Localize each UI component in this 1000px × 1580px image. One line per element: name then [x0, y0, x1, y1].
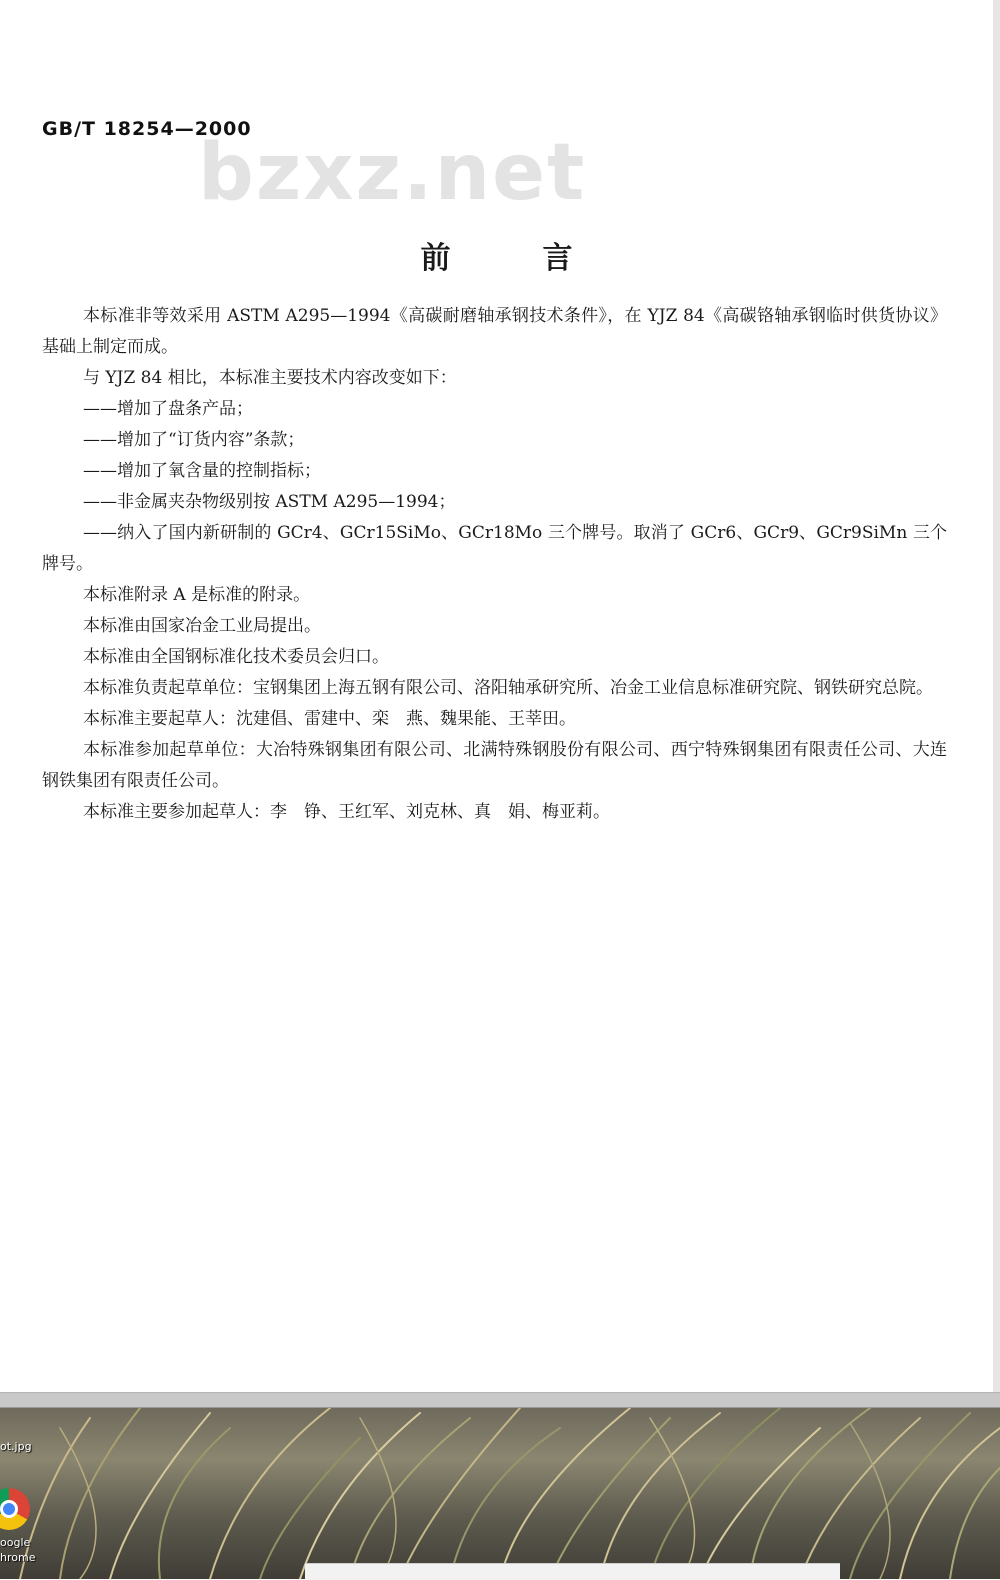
standard-code: GB/T 18254—2000 — [42, 118, 252, 140]
desktop-icon-label[interactable]: hrome — [0, 1551, 36, 1564]
paragraph: 本标准主要起草人：沈建倡、雷建中、栾 燕、魏果能、王莘田。 — [83, 709, 576, 729]
list-item: ——非金属夹杂物级别按 ASTM A295—1994； — [83, 492, 456, 512]
list-item: ——纳入了国内新研制的 GCr4、GCr15SiMo、GCr18Mo 三个牌号。取消了 GCr6、GCr9、GCr9SiMn 三个牌号。 — [42, 523, 947, 574]
list-item: ——增加了盘条产品； — [83, 399, 253, 419]
paragraph: 本标准参加起草单位：大冶特殊钢集团有限公司、北满特殊钢股份有限公司、西宁特殊钢集团有限责任公司、大连钢铁集团有限责任公司。 — [42, 740, 947, 791]
list-item: ——增加了氧含量的控制指标； — [83, 461, 321, 481]
viewer-bottom-bar — [0, 1392, 1000, 1408]
viewer-scroll-edge — [993, 0, 1000, 1392]
taskbar-window-strip[interactable] — [305, 1563, 840, 1580]
watermark: bzxz.net — [198, 128, 587, 218]
paragraph: 本标准负责起草单位：宝钢集团上海五钢有限公司、洛阳轴承研究所、冶金工业信息标准研究院、钢铁研究总院。 — [83, 678, 933, 698]
paragraph: 本标准主要参加起草人：李 铮、王红军、刘克林、真 娟、梅亚莉。 — [83, 802, 610, 822]
list-item: ——增加了“订货内容”条款； — [83, 430, 305, 450]
paragraph: 本标准附录 A 是标准的附录。 — [83, 585, 311, 605]
page-title: 前言 — [420, 241, 665, 276]
document-body — [42, 301, 947, 828]
paragraph: 本标准由国家冶金工业局提出。 — [83, 616, 321, 636]
grass-wallpaper — [0, 1408, 1000, 1579]
desktop-icon-label[interactable]: ot.jpg — [0, 1440, 32, 1453]
desktop-icon-label[interactable]: oogle — [0, 1536, 31, 1549]
paragraph: 本标准由全国钢标准化技术委员会归口。 — [83, 647, 389, 667]
paragraph: 与 YJZ 84 相比，本标准主要技术内容改变如下： — [83, 368, 457, 388]
desktop-background — [0, 1408, 1000, 1579]
paragraph: 本标准非等效采用 ASTM A295—1994《高碳耐磨轴承钢技术条件》，在 YJZ 84《高碳铬轴承钢临时供货协议》基础上制定而成。 — [42, 306, 947, 357]
